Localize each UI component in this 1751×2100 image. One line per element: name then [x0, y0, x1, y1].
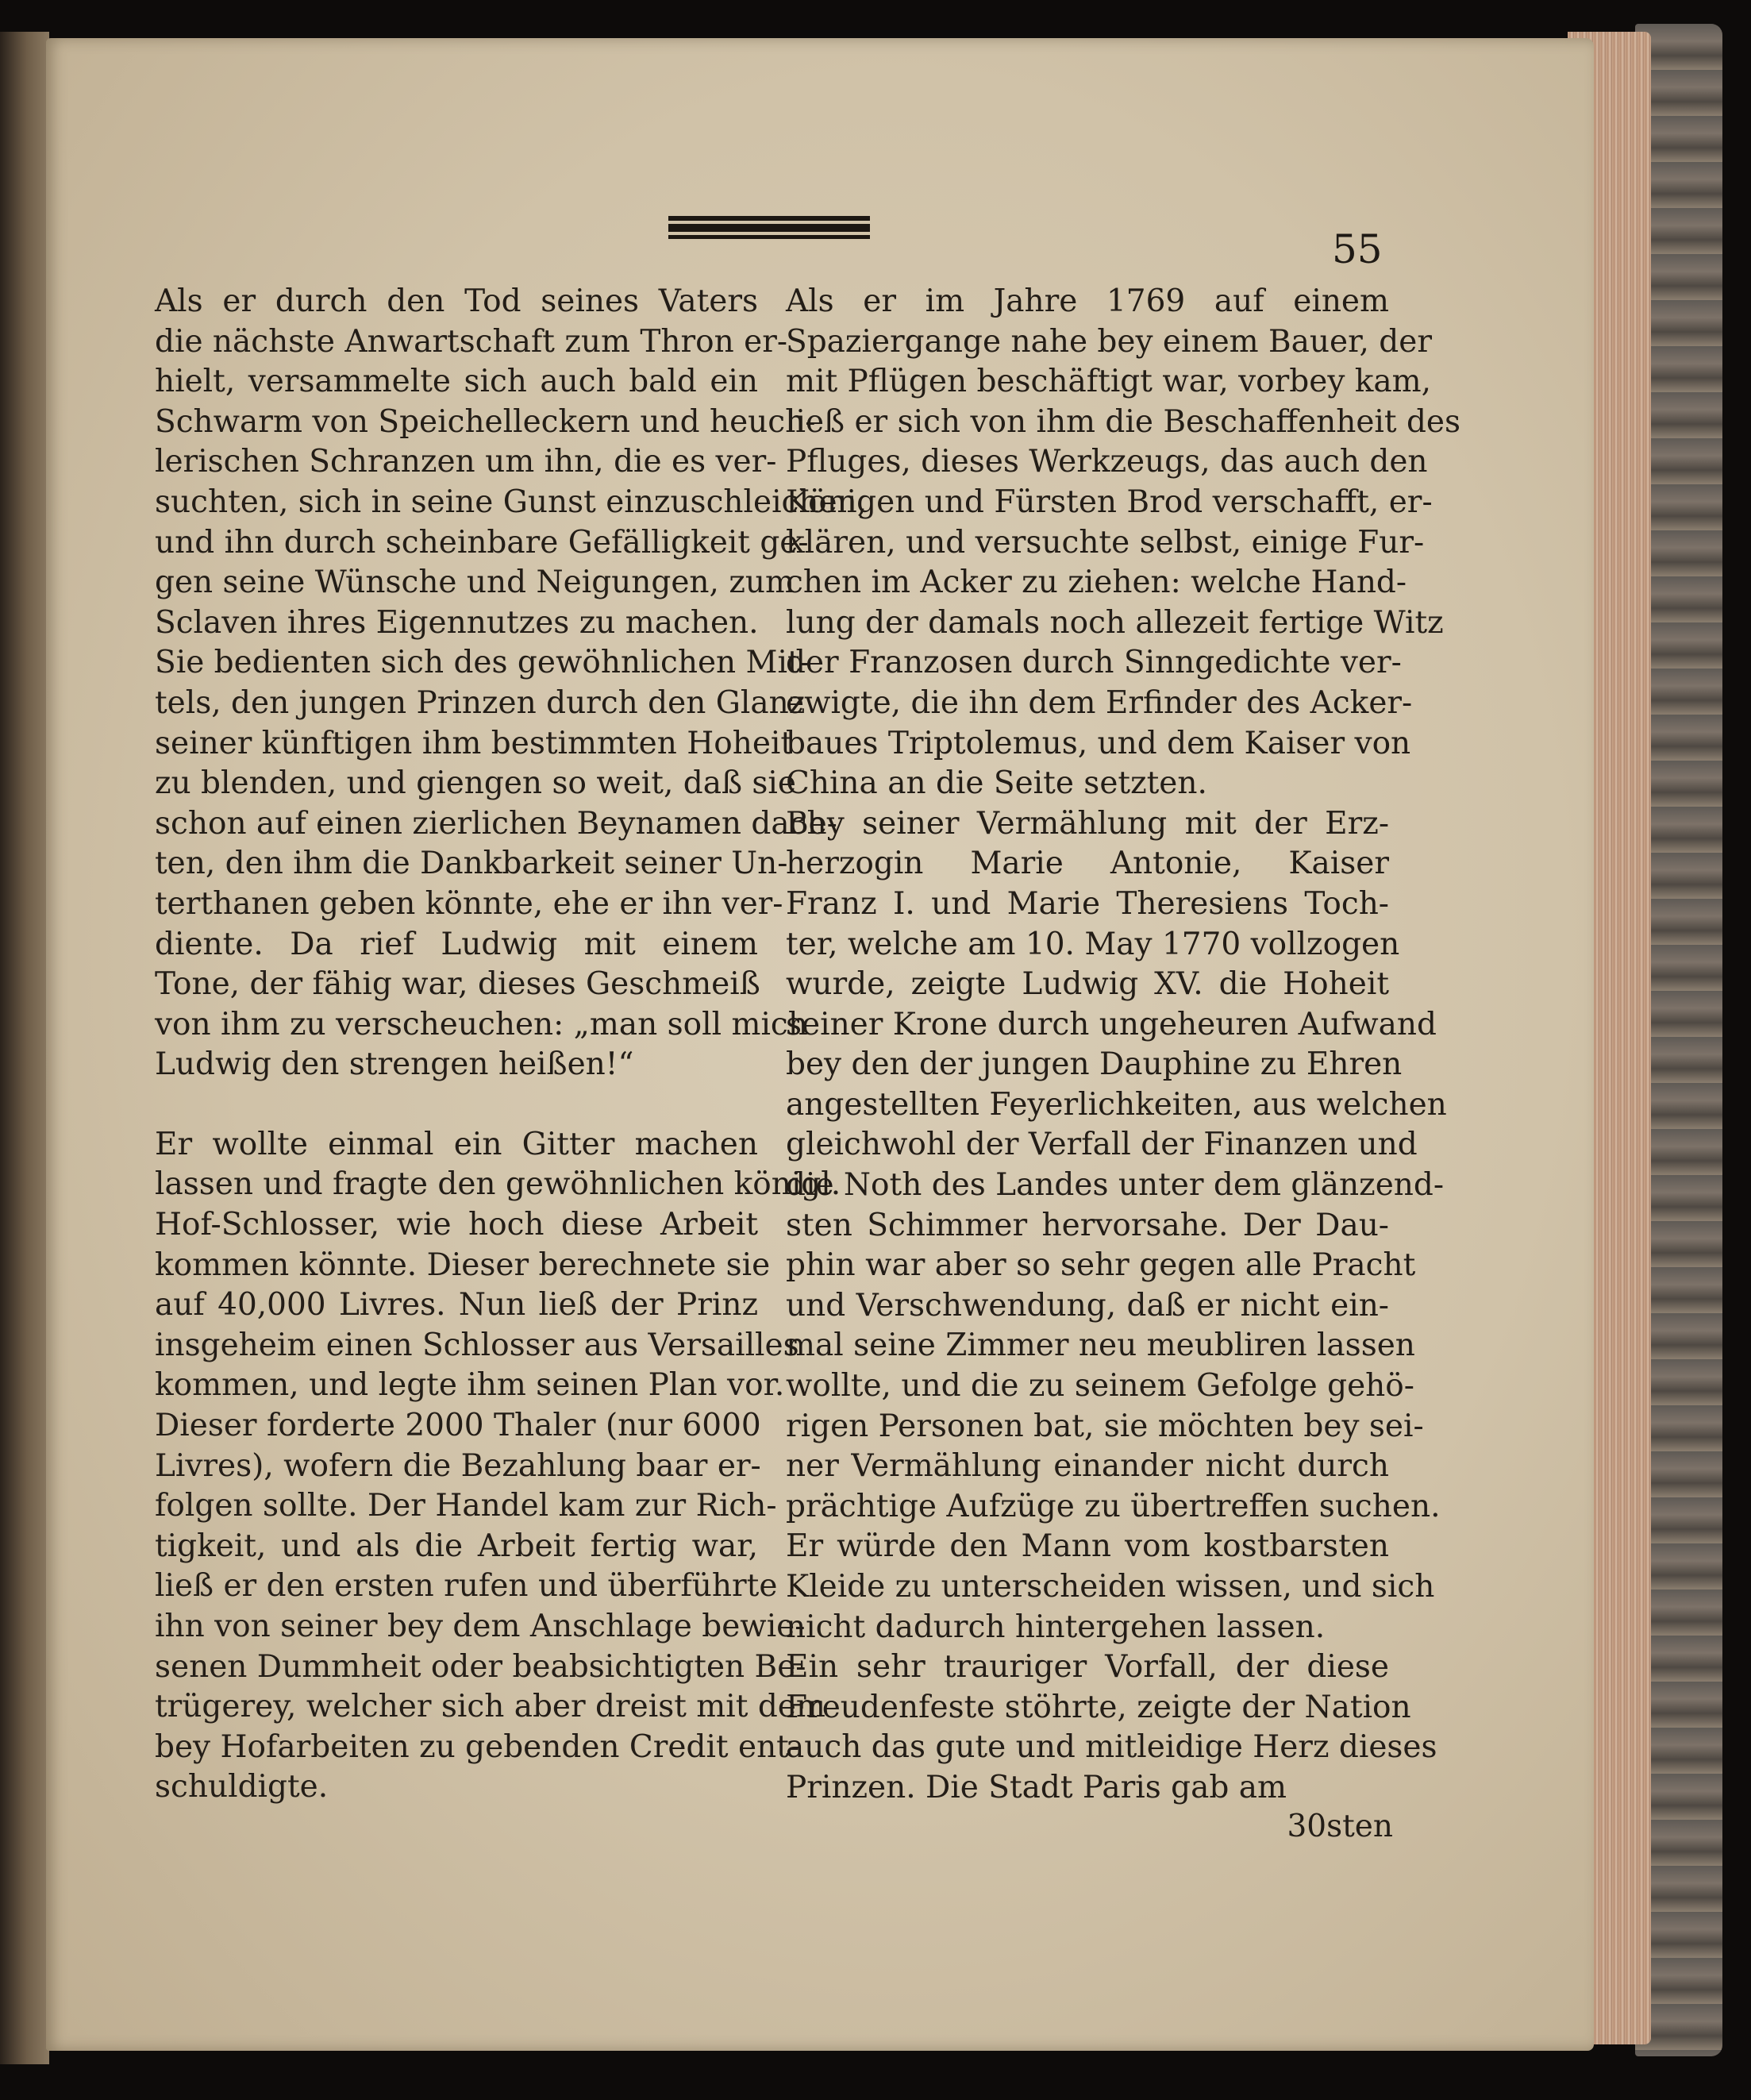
text-line: nicht dadurch hintergehen lassen.	[786, 1609, 1326, 1645]
text-line: wurde, zeigte Ludwig XV. die Hoheit	[786, 966, 1389, 1003]
paragraph	[786, 804, 1447, 1647]
text-line: ließ er sich von ihm die Beschaffenheit des	[786, 403, 1461, 440]
text-line: ewigte, die ihn dem Erfinder des Acker-	[786, 684, 1413, 721]
text-line: insgeheim einen Schlosser aus Versailles	[155, 1327, 799, 1363]
text-line: Ein sehr trauriger Vorfall, der diese	[786, 1649, 1389, 1686]
text-line: der Franzosen durch Sinngedichte ver-	[786, 645, 1402, 681]
text-line: Hof-Schlosser, wie hoch diese Arbeit	[155, 1207, 758, 1243]
text-line: Als er durch den Tod seines Vaters	[155, 283, 758, 319]
text-line: ten, den ihm die Dankbarkeit seiner Un-	[155, 846, 788, 882]
text-line: China an die Seite setzten.	[786, 765, 1207, 802]
text-line: Er wollte einmal ein Gitter machen	[155, 1126, 758, 1162]
text-line: und ihn durch scheinbare Gefälligkeit ge-	[155, 524, 809, 561]
text-line: phin war aber so sehr gegen alle Pracht	[786, 1247, 1416, 1284]
text-line: Franz I. und Marie Theresiens Toch-	[786, 885, 1389, 922]
text-line: klären, und versuchte selbst, einige Fur-	[786, 524, 1425, 561]
text-line: ter, welche am 10. May 1770 vollzogen	[786, 926, 1400, 962]
paragraph	[786, 282, 1461, 804]
right-column	[786, 282, 1461, 1809]
catchword: 30sten	[1287, 1809, 1393, 1844]
text-line: Kleide zu unterscheiden wissen, und sich	[786, 1569, 1435, 1605]
book-spine-edge	[0, 32, 49, 2064]
text-line: die nächste Anwartschaft zum Thron er-	[155, 323, 788, 360]
paragraph	[786, 1647, 1437, 1808]
text-line: ließ er den ersten rufen und überführte	[155, 1568, 778, 1605]
text-line: Prinzen. Die Stadt Paris gab am	[786, 1769, 1287, 1805]
text-line: trügerey, welcher sich aber dreist mit dem	[155, 1689, 825, 1725]
text-line: tigkeit, und als die Arbeit fertig war,	[155, 1528, 758, 1564]
text-line: senen Dummheit oder beabsichtigten Be-	[155, 1648, 806, 1685]
text-line: lassen und fragte den gewöhnlichen königl.	[155, 1166, 841, 1203]
text-line: bey Hofarbeiten zu gebenden Credit ent-	[155, 1728, 800, 1765]
text-line: folgen sollte. Der Handel kam zur Rich-	[155, 1488, 777, 1524]
text-line: prächtige Aufzüge zu übertreffen suchen.	[786, 1488, 1441, 1524]
text-line: gen seine Wünsche und Neigungen, zum	[155, 564, 795, 601]
text-line: gleichwohl der Verfall der Finanzen und	[786, 1127, 1418, 1163]
text-line: Tone, der fähig war, dieses Geschmeiß	[155, 966, 760, 1003]
text-line: Sclaven ihres Eigennutzes zu machen.	[155, 604, 759, 641]
text-line: Er würde den Mann vom kostbarsten	[786, 1528, 1389, 1565]
text-line: bey den der jungen Dauphine zu Ehren	[786, 1046, 1403, 1083]
paragraph	[155, 1125, 841, 1808]
text-line: Pfluges, dieses Werkzeugs, das auch den	[786, 444, 1428, 480]
text-line: angestellten Feyerlichkeiten, aus welchen	[786, 1086, 1447, 1123]
text-line: sten Schimmer hervorsahe. Der Dau-	[786, 1207, 1389, 1243]
text-line: auf 40,000 Livres. Nun ließ der Prinz	[155, 1287, 758, 1324]
paragraph	[155, 282, 868, 1085]
text-line: diente. Da rief Ludwig mit einem	[155, 926, 758, 962]
text-line: Spaziergange nahe bey einem Bauer, der	[786, 323, 1432, 360]
text-line: Schwarm von Speichelleckern und heuch-	[155, 403, 816, 440]
text-line: tels, den jungen Prinzen durch den Glanz	[155, 684, 806, 721]
text-line: rigen Personen bat, sie möchten bey sei-	[786, 1408, 1424, 1444]
text-line: chen im Acker zu ziehen: welche Hand-	[786, 564, 1407, 601]
page-number: 55	[1332, 226, 1383, 272]
text-line: auch das gute und mitleidige Herz dieses	[786, 1729, 1437, 1766]
text-line: kommen könnte. Dieser berechnete sie	[155, 1247, 771, 1283]
text-line: Bey seiner Vermählung mit der Erz-	[786, 805, 1389, 842]
text-line: kommen, und legte ihm seinen Plan vor.	[155, 1367, 785, 1404]
text-line: wollte, und die zu seinem Gefolge gehö-	[786, 1368, 1414, 1404]
text-line: schuldigte.	[155, 1769, 329, 1805]
text-line: hielt, versammelte sich auch bald ein	[155, 364, 758, 400]
text-line: und Verschwendung, daß er nicht ein-	[786, 1287, 1389, 1324]
text-line: lerischen Schranzen um ihn, die es ver-	[155, 444, 777, 480]
left-column	[155, 282, 868, 1808]
text-line: von ihm zu verscheuchen: „man soll mich	[155, 1006, 808, 1042]
text-line: Freudenfeste stöhrte, zeigte der Nation	[786, 1689, 1411, 1725]
text-line: schon auf einen zierlichen Beynamen dach-	[155, 805, 837, 842]
text-line: herzogin Marie Antonie, Kaiser	[786, 846, 1389, 882]
text-line: Livres), wofern die Bezahlung baar er-	[155, 1447, 761, 1484]
text-line: mal seine Zimmer neu meubliren lassen	[786, 1327, 1415, 1364]
text-line: zu blenden, und giengen so weit, daß sie	[155, 765, 796, 802]
text-line: mit Pflügen beschäftigt war, vorbey kam,	[786, 364, 1432, 400]
text-line: lung der damals noch allezeit fertige Witz	[786, 604, 1444, 641]
paragraph-gap	[155, 1085, 758, 1125]
text-line: seiner künftigen ihm bestimmten Hoheit	[155, 725, 794, 761]
text-line: Als er im Jahre 1769 auf einem	[786, 283, 1389, 319]
text-line: Königen und Fürsten Brod verschafft, er-	[786, 484, 1433, 520]
text-line: ner Vermählung einander nicht durch	[786, 1448, 1389, 1485]
text-line: die Noth des Landes unter dem glänzend-	[786, 1167, 1445, 1204]
text-line: Dieser forderte 2000 Thaler (nur 6000	[155, 1408, 761, 1444]
header-rule-ornament	[668, 216, 870, 240]
text-line: Sie bedienten sich des gewöhnlichen Mit-	[155, 645, 810, 681]
text-line: seiner Krone durch ungeheuren Aufwand	[786, 1006, 1437, 1042]
text-line: ihn von seiner bey dem Anschlage bewie-	[155, 1609, 806, 1644]
text-line: terthanen geben könnte, ehe er ihn ver-	[155, 885, 783, 922]
text-line: baues Triptolemus, und dem Kaiser von	[786, 725, 1411, 761]
text-line: suchten, sich in seine Gunst einzuschleichen,	[155, 484, 868, 520]
text-line: Ludwig den strengen heißen!“	[155, 1046, 634, 1083]
